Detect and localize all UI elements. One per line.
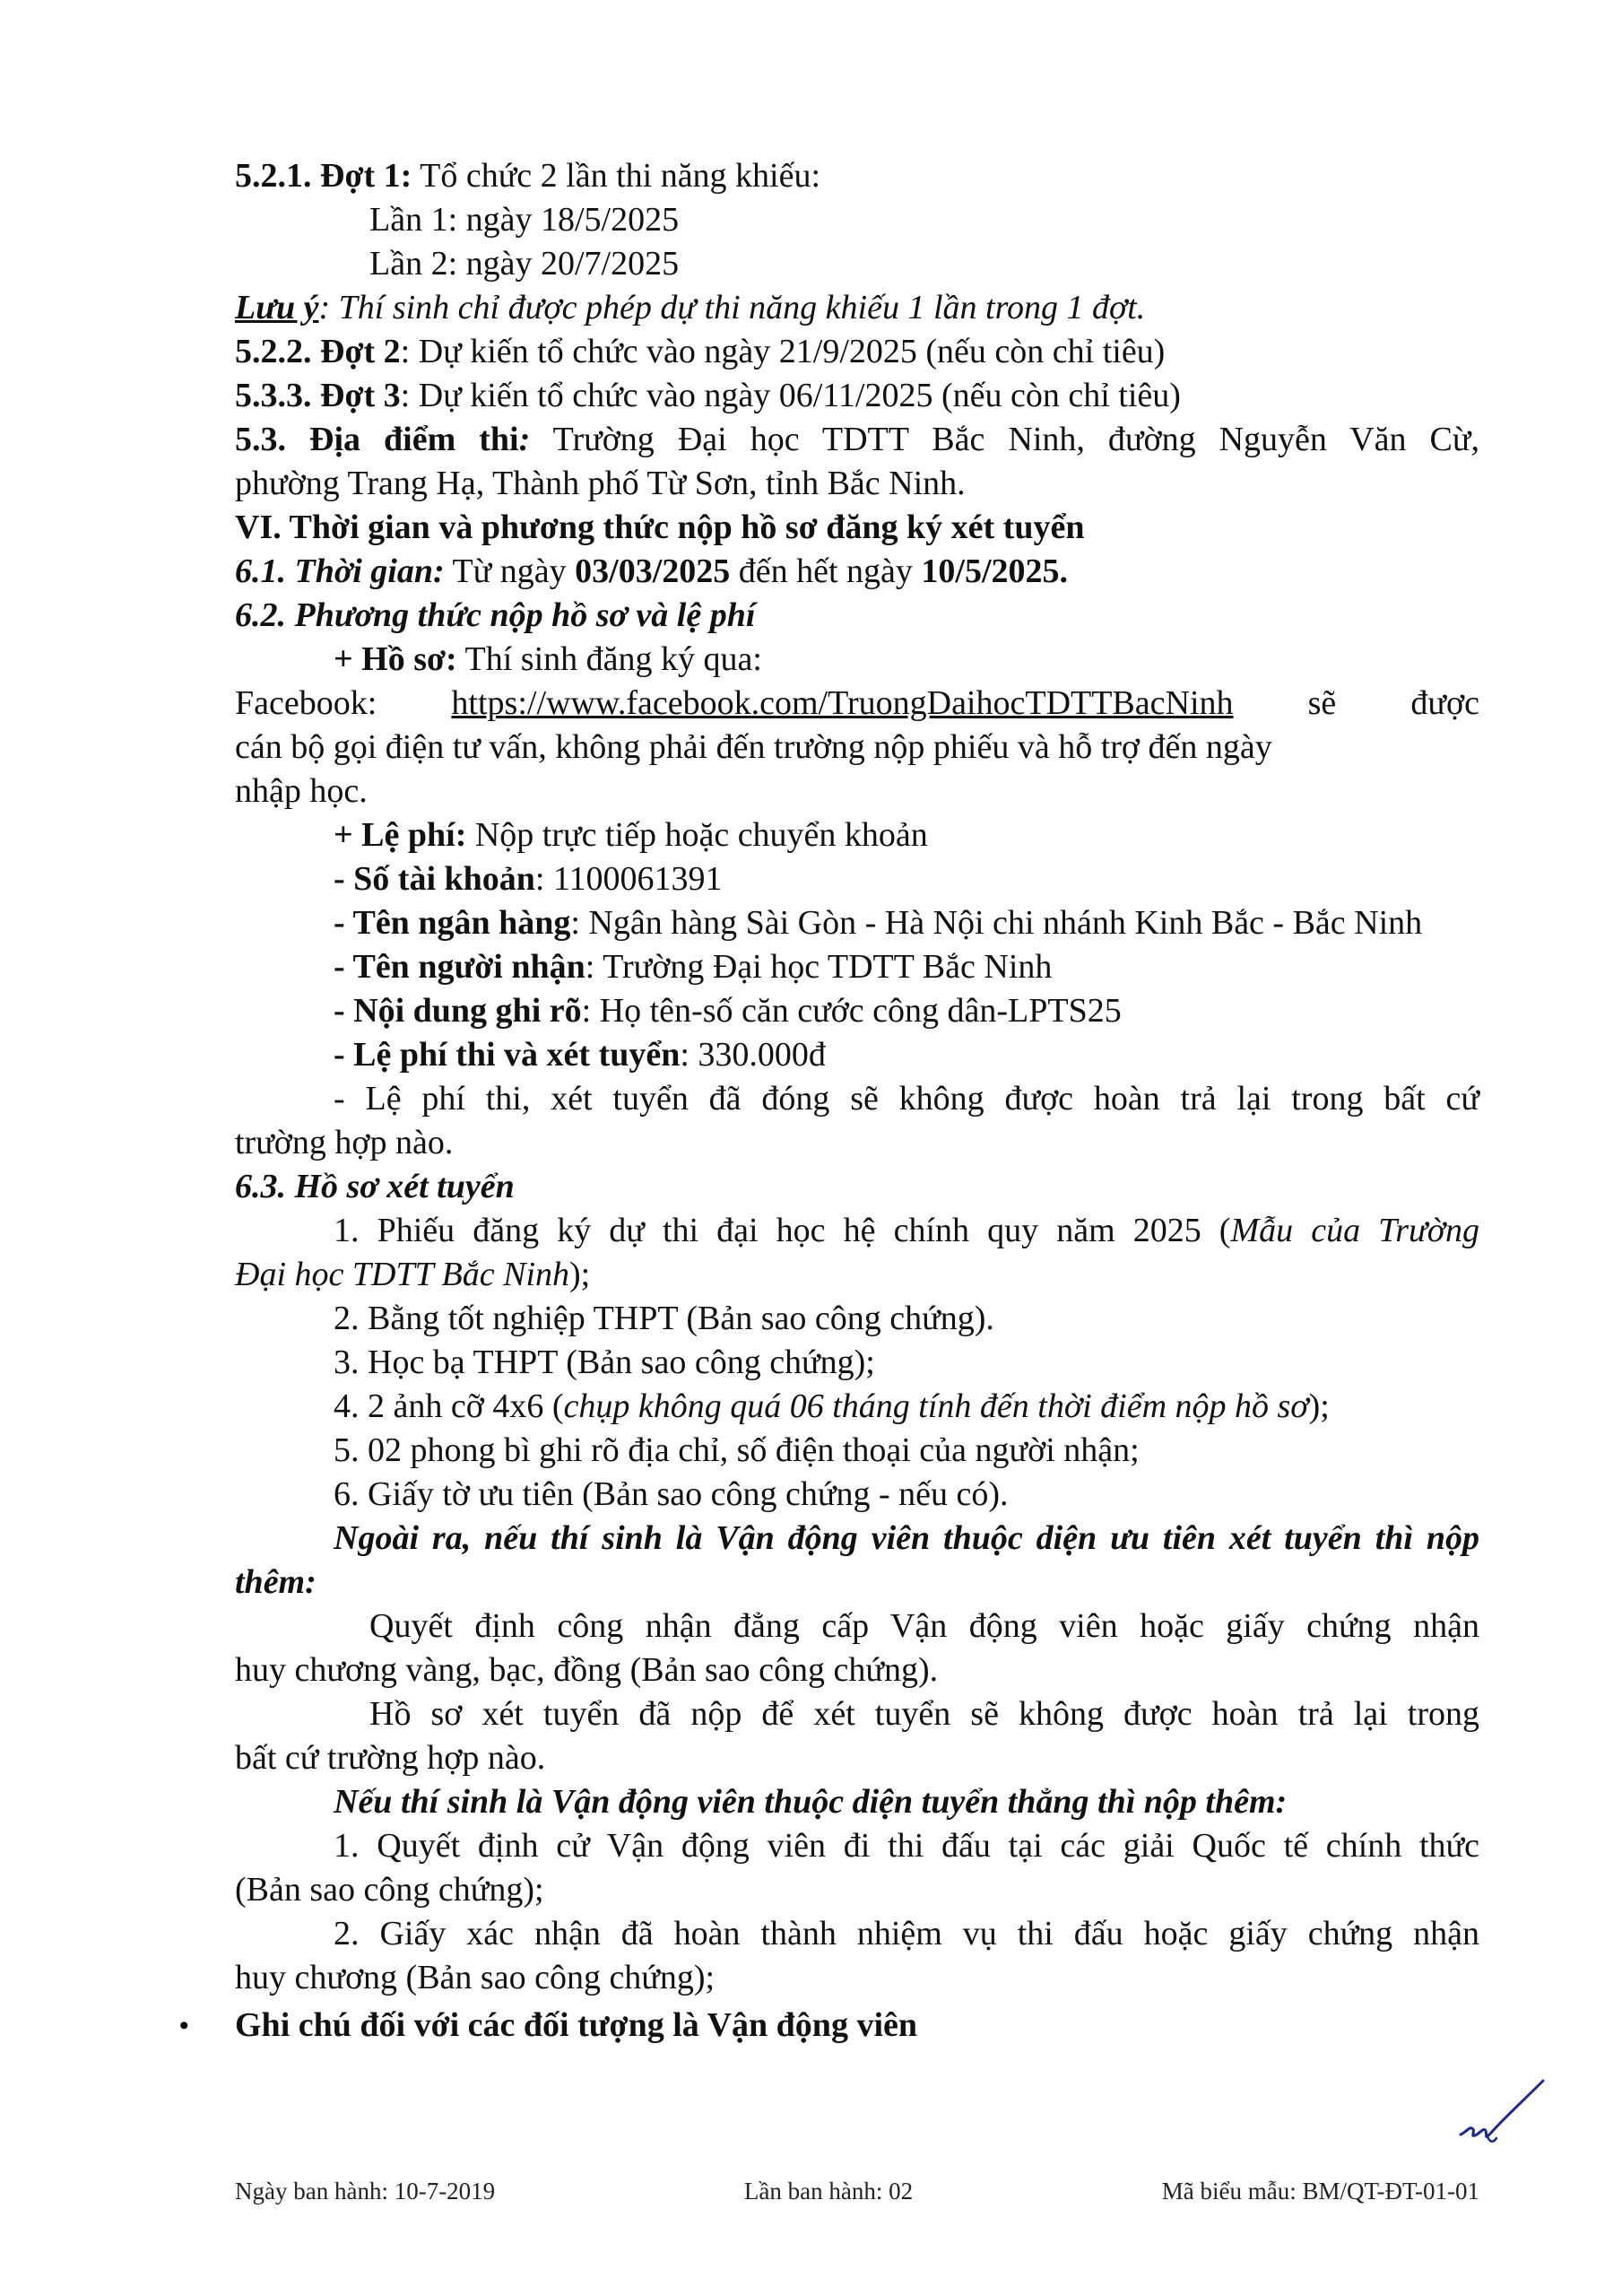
section-6-2-heading: 6.2. Phương thức nộp hồ sơ và lệ phí: [235, 596, 756, 634]
item-3: 3. Học bạ THPT (Bản sao công chứng);: [334, 1344, 875, 1381]
footer-date: Ngày ban hành: 10-7-2019: [235, 2178, 496, 2205]
section-5-2-1: 5.2.1. Đợt 1: Tổ chức 2 lần thi năng khiếu:: [235, 157, 821, 195]
le-phi-thi-line: - Lệ phí thi và xét tuyển: 330.000đ: [334, 1036, 826, 1074]
item-1-line-2: Đại học TDTT Bắc Ninh);: [235, 1256, 591, 1293]
ghi-chu-bullet: • Ghi chú đối với các đối tượng là Vận động viên: [235, 2004, 1479, 2048]
item-5: 5. 02 phong bì ghi rõ địa chỉ, số điện thoại của người nhận;: [334, 1431, 1140, 1469]
quyet-dinh-line-1: Quyết định công nhận đẳng cấp Vận động viên hoặc giấy chứng nhận: [369, 1607, 1479, 1645]
section-vi-heading: VI. Thời gian và phương thức nộp hồ sơ đăng ký xét tuyển: [235, 509, 1085, 546]
hoan-tra-line-2: trường hợp nào.: [235, 1124, 454, 1161]
so-tai-khoan-line: - Số tài khoản: 1100061391: [334, 860, 723, 898]
section-6-1: 6.1. Thời gian: Từ ngày 03/03/2025 đến hết ngày 10/5/2025.: [235, 552, 1069, 590]
signature-mark: [1457, 2077, 1547, 2149]
tt-1-line-2: (Bản sao công chứng);: [235, 1871, 544, 1909]
ngoai-ra-line-2: thêm:: [235, 1563, 317, 1601]
lan-2: Lần 2: ngày 20/7/2025: [369, 245, 680, 283]
facebook-line-2: cán bộ gọi điện tư vấn, không phải đến trường nộp phiếu và hỗ trợ đến ngày: [235, 728, 1272, 766]
section-5-2-2: 5.2.2. Đợt 2: Dự kiến tổ chức vào ngày 21/9/2025 (nếu còn chỉ tiêu): [235, 333, 1166, 370]
bullet-icon: •: [179, 2011, 189, 2040]
ho-so-xt-line-1: Hồ sơ xét tuyển đã nộp để xét tuyển sẽ không được hoàn trả lại trong: [369, 1695, 1479, 1733]
hoan-tra-line-1: - Lệ phí thi, xét tuyển đã đóng sẽ không được hoàn trả lại trong bất cứ: [334, 1080, 1479, 1118]
item-4: 4. 2 ảnh cỡ 4x6 (chụp không quá 06 tháng tính đến thời điểm nộp hồ sơ);: [334, 1387, 1330, 1425]
ten-nguoi-nhan-line: - Tên người nhận: Trường Đại học TDTT Bắc Ninh: [334, 948, 1053, 986]
footer-edition: Lần ban hành: 02: [743, 2178, 914, 2205]
tuyen-thang-heading: Nếu thí sinh là Vận động viên thuộc diện tuyển thẳng thì nộp thêm:: [334, 1783, 1288, 1821]
facebook-link[interactable]: https://www.facebook.com/TruongDaihocTDTTBacNinh: [451, 684, 1234, 722]
document-body: [179, 154, 1479, 2048]
footer-code: Mã biểu mẫu: BM/QT-ĐT-01-01: [1161, 2178, 1479, 2205]
tt-2-line-2: huy chương (Bản sao công chứng);: [235, 1959, 716, 1996]
lan-1: Lần 1: ngày 18/5/2025: [369, 201, 680, 239]
section-5-3-line2: phường Trang Hạ, Thành phố Từ Sơn, tỉnh Bắc Ninh.: [235, 465, 966, 502]
section-5-2-3: 5.3.3. Đợt 3: Dự kiến tổ chức vào ngày 06/11/2025 (nếu còn chỉ tiêu): [235, 377, 1181, 414]
ten-ngan-hang-line: - Tên ngân hàng: Ngân hàng Sài Gòn - Hà Nội chi nhánh Kinh Bắc - Bắc Ninh: [334, 904, 1423, 942]
item-1-line-1: 1. Phiếu đăng ký dự thi đại học hệ chính quy năm 2025 (Mẫu của Trường: [334, 1212, 1479, 1249]
le-phi-line: + Lệ phí: Nộp trực tiếp hoặc chuyển khoản: [334, 816, 928, 854]
luu-y-note: Lưu ý: Thí sinh chỉ được phép dự thi năng khiếu 1 lần trong 1 đợt.: [235, 289, 1146, 326]
ho-so-line: + Hồ sơ: Thí sinh đăng ký qua:: [334, 640, 762, 678]
ngoai-ra-line-1: Ngoài ra, nếu thí sinh là Vận động viên thuộc diện ưu tiên xét tuyển thì nộp: [334, 1519, 1479, 1557]
item-6: 6. Giấy tờ ưu tiên (Bản sao công chứng - nếu có).: [334, 1475, 1009, 1513]
noi-dung-line: - Nội dung ghi rõ: Họ tên-số căn cước công dân-LPTS25: [334, 992, 1122, 1030]
facebook-line: Facebook: https://www.facebook.com/TruongDaihocTDTTBacNinh sẽ được: [235, 684, 1479, 722]
item-2: 2. Bằng tốt nghiệp THPT (Bản sao công chứng).: [334, 1300, 994, 1337]
section-6-3-heading: 6.3. Hồ sơ xét tuyển: [235, 1168, 515, 1205]
facebook-line-3: nhập học.: [235, 772, 368, 810]
quyet-dinh-line-2: huy chương vàng, bạc, đồng (Bản sao công chứng).: [235, 1651, 939, 1689]
tt-1-line-1: 1. Quyết định cử Vận động viên đi thi đấu tại các giải Quốc tế chính thức: [334, 1827, 1479, 1865]
page-footer: [235, 2178, 1479, 2205]
ho-so-xt-line-2: bất cứ trường hợp nào.: [235, 1739, 546, 1777]
section-5-3-line1: 5.3. Địa điểm thi: Trường Đại học TDTT Bắc Ninh, đường Nguyễn Văn Cừ,: [235, 421, 1479, 458]
tt-2-line-1: 2. Giấy xác nhận đã hoàn thành nhiệm vụ thi đấu hoặc giấy chứng nhận: [334, 1915, 1479, 1952]
